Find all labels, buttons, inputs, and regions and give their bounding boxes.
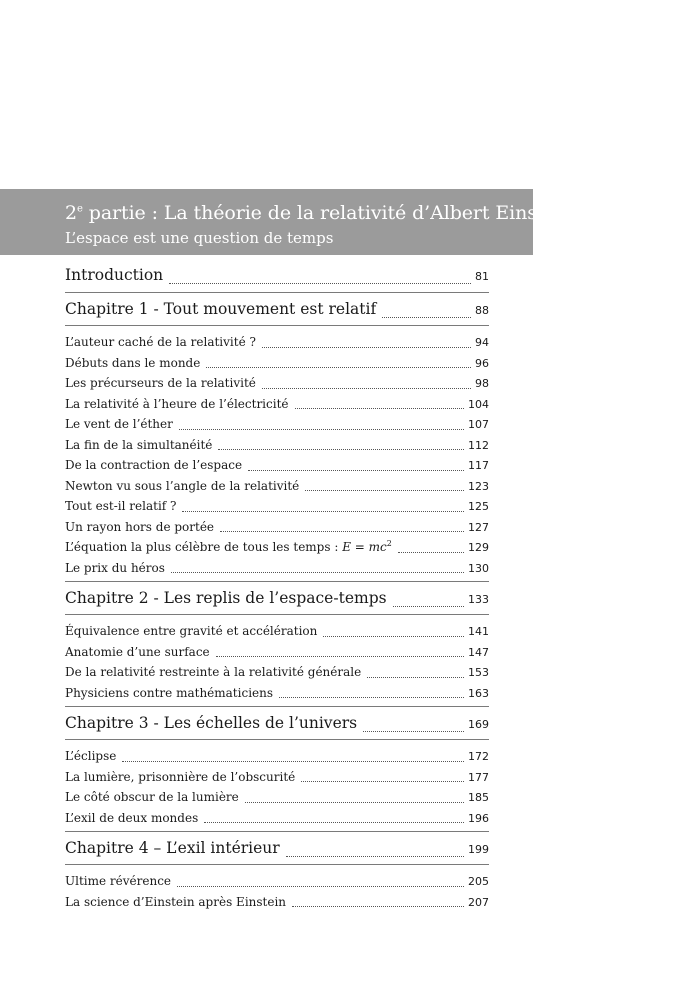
toc-entry-text: L’exil de deux mondes bbox=[65, 810, 199, 825]
dot-leader bbox=[323, 635, 464, 637]
dot-leader bbox=[367, 676, 464, 678]
toc-entry-page: 104 bbox=[468, 397, 489, 411]
toc-entry-label bbox=[65, 683, 273, 704]
toc-entry-text: La science d’Einstein après Einstein bbox=[65, 894, 287, 909]
chapter-separator bbox=[65, 581, 489, 582]
toc-entry-label bbox=[65, 496, 176, 517]
toc-entry-page: 153 bbox=[468, 666, 489, 679]
toc-entry-label bbox=[65, 517, 214, 538]
toc-entry-page: 88 bbox=[475, 304, 489, 317]
dot-leader bbox=[122, 760, 464, 762]
toc-entry-page: 98 bbox=[475, 377, 489, 390]
toc-entry-label bbox=[65, 642, 210, 663]
dot-leader bbox=[216, 655, 464, 657]
toc-section[interactable] bbox=[65, 746, 489, 767]
toc-entry-text: Le vent de l’éther bbox=[65, 417, 173, 431]
toc-entry-label bbox=[65, 537, 392, 558]
toc-section[interactable] bbox=[65, 455, 489, 476]
toc-section[interactable] bbox=[65, 662, 489, 683]
dot-leader bbox=[169, 282, 471, 284]
toc-entry-page: 125 bbox=[468, 500, 489, 513]
toc-entry-label: Chapitre 3 - Les échelles de l’univers bbox=[65, 714, 358, 732]
toc-entry-label bbox=[65, 892, 286, 913]
dot-leader bbox=[301, 780, 464, 782]
toc-entry-text: Le prix du héros bbox=[65, 560, 165, 575]
toc-entry-page: 177 bbox=[468, 770, 489, 784]
toc-entry-label: Introduction bbox=[65, 266, 164, 284]
toc-entry-text: De la relativité restreinte à la relativité générale bbox=[65, 665, 362, 679]
toc-entry-text: La relativité à l’heure de l’électricité bbox=[65, 396, 289, 411]
toc-entry-page: 147 bbox=[468, 645, 489, 659]
toc-entry-page: 107 bbox=[468, 418, 489, 431]
part-title bbox=[65, 202, 574, 224]
toc-entry-label bbox=[65, 662, 361, 683]
toc-entry-text: Le côté obscur de la lumière bbox=[65, 790, 239, 804]
chapter-separator bbox=[65, 739, 489, 740]
toc-entry-label bbox=[65, 476, 299, 497]
toc-entry-text: Ultime révérence bbox=[65, 874, 172, 888]
toc-section[interactable] bbox=[65, 787, 489, 808]
chapter-separator bbox=[65, 706, 489, 707]
toc-entry-label bbox=[65, 871, 171, 892]
toc-entry-page: 123 bbox=[468, 479, 489, 493]
toc-section[interactable] bbox=[65, 683, 489, 704]
toc-entry-text: Un rayon hors de portée bbox=[65, 519, 215, 534]
toc-introduction[interactable] bbox=[65, 261, 489, 289]
toc-section[interactable] bbox=[65, 621, 489, 642]
table-of-contents bbox=[65, 255, 489, 912]
toc-entry-page: 196 bbox=[468, 811, 489, 825]
toc-section[interactable] bbox=[65, 414, 489, 435]
toc-entry-label bbox=[65, 373, 256, 394]
toc-entry-label bbox=[65, 332, 256, 353]
toc-section[interactable] bbox=[65, 642, 489, 663]
part-banner bbox=[0, 189, 574, 255]
toc-entry-text: Physiciens contre mathématiciens bbox=[65, 685, 274, 700]
dot-leader bbox=[204, 821, 464, 823]
part-number: 2 bbox=[65, 202, 77, 224]
toc-entry-label bbox=[65, 414, 173, 435]
dot-leader bbox=[286, 855, 464, 857]
toc-entry-page: 169 bbox=[468, 718, 489, 731]
dot-leader bbox=[393, 605, 464, 607]
part-superscript: e bbox=[77, 203, 83, 215]
toc-entry-page: 133 bbox=[468, 593, 489, 606]
toc-section[interactable] bbox=[65, 332, 489, 353]
toc-entry-text: L’éclipse bbox=[65, 749, 117, 763]
dot-leader bbox=[398, 551, 464, 553]
toc-entry-page: 96 bbox=[475, 356, 489, 370]
toc-entry-text: Les précurseurs de la relativité bbox=[65, 376, 256, 390]
dot-leader bbox=[179, 428, 464, 430]
toc-entry-label bbox=[65, 767, 295, 788]
toc-entry-text: Équivalence entre gravité et accélération bbox=[65, 624, 318, 638]
toc-entry-text: La fin de la simultanéité bbox=[65, 437, 213, 452]
toc-entry-page: 185 bbox=[468, 791, 489, 804]
toc-entry-text: L’équation la plus célèbre de tous les temps : bbox=[65, 540, 343, 554]
toc-entry-page: 94 bbox=[475, 336, 489, 349]
toc-section[interactable] bbox=[65, 394, 489, 415]
dot-leader bbox=[305, 489, 464, 491]
toc-entry-label: Chapitre 2 - Les replis de l’espace-temps bbox=[65, 589, 387, 607]
toc-chapter[interactable] bbox=[65, 584, 489, 612]
toc-entry-label bbox=[65, 746, 116, 767]
dot-leader bbox=[382, 316, 471, 318]
chapter-separator bbox=[65, 325, 489, 326]
dot-leader bbox=[262, 387, 471, 389]
toc-section[interactable] bbox=[65, 496, 489, 517]
dot-leader bbox=[363, 730, 464, 732]
toc-section[interactable] bbox=[65, 871, 489, 892]
chapter-separator bbox=[65, 614, 489, 615]
toc-entry-page: 199 bbox=[468, 843, 489, 856]
toc-entry-page: 129 bbox=[468, 541, 489, 554]
dot-leader bbox=[171, 571, 464, 573]
toc-entry-label: Chapitre 4 – L’exil intérieur bbox=[65, 839, 280, 857]
toc-entry-label bbox=[65, 621, 317, 642]
chapter-separator bbox=[65, 831, 489, 832]
dot-leader bbox=[248, 469, 464, 471]
toc-entry-label bbox=[65, 787, 239, 808]
toc-entry-text: Newton vu sous l’angle de la relativité bbox=[65, 478, 300, 493]
dot-leader bbox=[279, 696, 464, 698]
toc-entry-text: L’auteur caché de la relativité ? bbox=[65, 335, 256, 349]
toc-section[interactable] bbox=[65, 537, 489, 558]
toc-entry-text: Anatomie d’une surface bbox=[65, 644, 210, 659]
dot-leader bbox=[220, 530, 464, 532]
dot-leader bbox=[206, 366, 471, 368]
toc-section[interactable] bbox=[65, 808, 489, 829]
toc-entry-page: 81 bbox=[475, 270, 489, 283]
toc-section[interactable] bbox=[65, 476, 489, 497]
toc-section[interactable] bbox=[65, 892, 489, 913]
dot-leader bbox=[262, 346, 471, 348]
toc-entry-label bbox=[65, 558, 165, 579]
dot-leader bbox=[292, 905, 464, 907]
toc-entry-label: Chapitre 1 - Tout mouvement est relatif bbox=[65, 300, 377, 318]
toc-entry-page: 207 bbox=[468, 895, 489, 909]
toc-entry-text: Tout est-il relatif ? bbox=[65, 499, 177, 513]
dot-leader bbox=[218, 448, 464, 450]
toc-chapter[interactable] bbox=[65, 295, 489, 323]
toc-chapter[interactable] bbox=[65, 834, 489, 862]
toc-chapter[interactable] bbox=[65, 709, 489, 737]
equation: $E = mc^2$ bbox=[342, 539, 392, 554]
toc-entry-page: 130 bbox=[468, 561, 489, 575]
toc-entry-text: De la contraction de l’espace bbox=[65, 458, 243, 472]
dot-leader bbox=[182, 510, 464, 512]
part-title-text: partie : La théorie de la relativité d’Albert Einstein bbox=[82, 202, 574, 224]
toc-entry-label bbox=[65, 455, 242, 476]
toc-section[interactable] bbox=[65, 558, 489, 579]
toc-section[interactable] bbox=[65, 767, 489, 788]
dot-leader bbox=[177, 885, 464, 887]
toc-section[interactable] bbox=[65, 373, 489, 394]
toc-entry-page: 117 bbox=[468, 459, 489, 472]
toc-entry-page: 205 bbox=[468, 875, 489, 888]
toc-entry-label bbox=[65, 394, 289, 415]
toc-entry-text: La lumière, prisonnière de l’obscurité bbox=[65, 769, 296, 784]
dot-leader bbox=[295, 407, 464, 409]
toc-section[interactable] bbox=[65, 353, 489, 374]
toc-entry-label bbox=[65, 353, 200, 374]
toc-entry-label bbox=[65, 435, 212, 456]
dot-leader bbox=[245, 801, 464, 803]
toc-entry-page: 127 bbox=[468, 520, 489, 534]
chapter-separator bbox=[65, 292, 489, 293]
toc-entry-page: 141 bbox=[468, 625, 489, 638]
toc-entry-text: Débuts dans le monde bbox=[65, 355, 201, 370]
chapter-separator bbox=[65, 864, 489, 865]
toc-entry-page: 172 bbox=[468, 750, 489, 763]
toc-entry-page: 163 bbox=[468, 686, 489, 700]
toc-section[interactable] bbox=[65, 435, 489, 456]
toc-section[interactable] bbox=[65, 517, 489, 538]
toc-entry-label bbox=[65, 808, 198, 829]
toc-entry-page: 112 bbox=[468, 438, 489, 452]
part-subtitle: L’espace est une question de temps bbox=[65, 229, 334, 247]
